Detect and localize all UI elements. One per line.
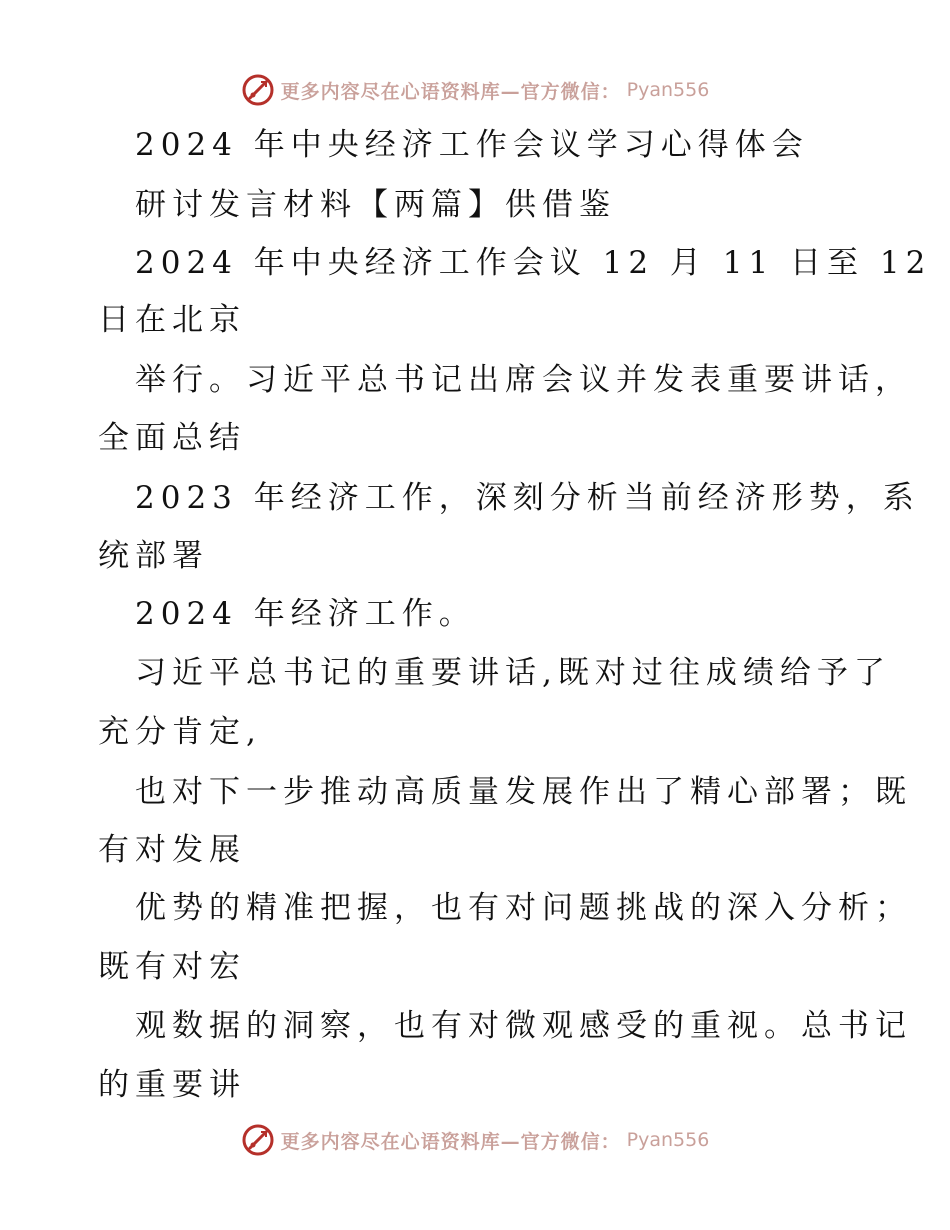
- banner-text: 更多内容尽在心语资料库—官方微信：: [280, 1130, 621, 1153]
- paragraph-line: 观数据的洞察，也有对微观感受的重视。总书记: [135, 1008, 912, 1044]
- doc-title-line-2: 研讨发言材料【两篇】供借鉴: [135, 187, 616, 223]
- paragraph-line: 有对发展: [98, 832, 246, 868]
- banner-text: 更多内容尽在心语资料库—官方微信：: [280, 80, 621, 103]
- paragraph-line: 2024 年中央经济工作会议 12 月 11 日至 12: [135, 245, 932, 281]
- header-banner: [0, 70, 950, 110]
- paragraph-line: 日在北京: [98, 302, 246, 338]
- wechat-id: Pyan556: [626, 1129, 710, 1151]
- paragraph-line: 也对下一步推动高质量发展作出了精心部署；既: [135, 774, 912, 810]
- paragraph-line: 举行。习近平总书记出席会议并发表重要讲话，: [135, 362, 912, 398]
- paragraph-line: 统部署: [98, 538, 209, 574]
- paragraph-line: 的重要讲: [98, 1067, 246, 1103]
- paragraph-line: 全面总结: [98, 420, 246, 456]
- wechat-id: Pyan556: [626, 79, 710, 101]
- paragraph-line: 优势的精准把握，也有对问题挑战的深入分析；: [135, 890, 912, 926]
- paragraph-line: 2023 年经济工作，深刻分析当前经济形势，系: [135, 480, 920, 516]
- paragraph-line: 既有对宏: [98, 949, 246, 985]
- paragraph-line: 2024 年经济工作。: [135, 596, 476, 632]
- footer-banner: [0, 1120, 950, 1160]
- doc-title-line-1: 2024 年中央经济工作会议学习心得体会: [135, 127, 809, 163]
- quill-seal-icon: [241, 1123, 275, 1157]
- paragraph-line: 充分肯定,: [98, 714, 262, 750]
- quill-seal-icon: [241, 73, 275, 107]
- paragraph-line: 习近平总书记的重要讲话,既对过往成绩给予了: [135, 655, 891, 691]
